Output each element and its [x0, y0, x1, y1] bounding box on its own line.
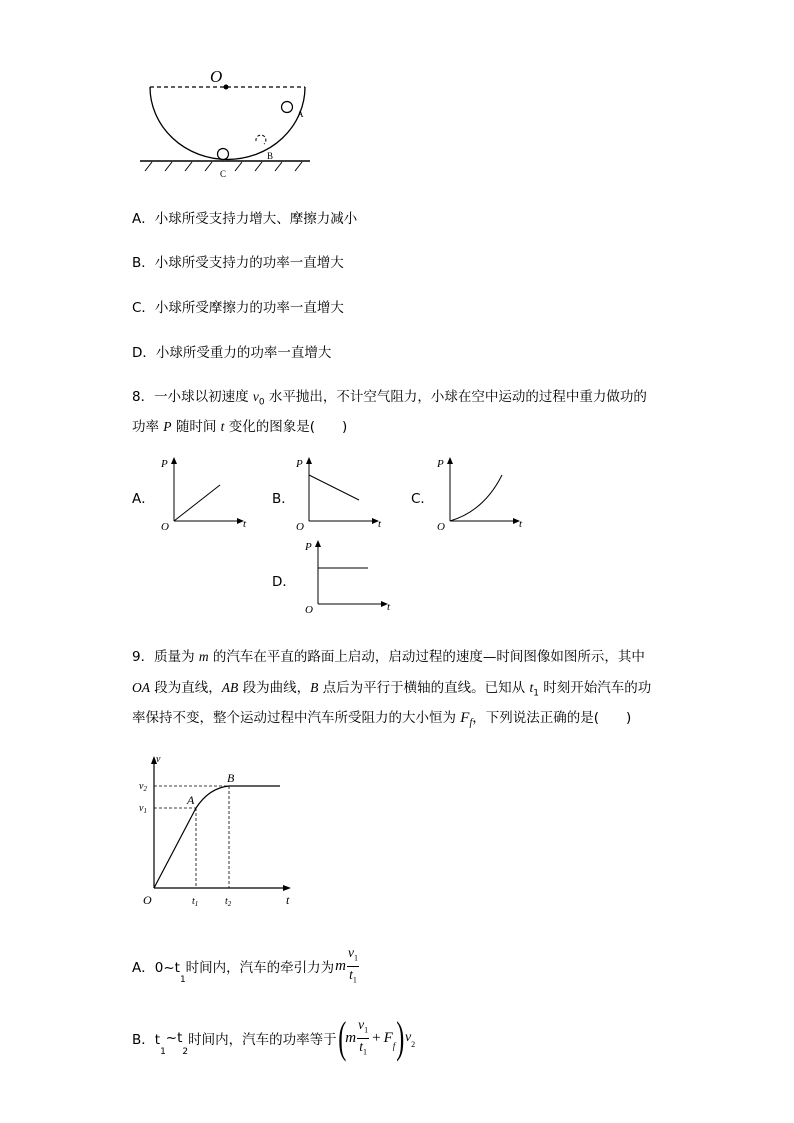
q9-stem-line3: 率保持不变，整个运动过程中汽车所受阻力的大小恒为 $F_f$，下列说法正确的是( ) [132, 710, 632, 729]
ball-at-A [282, 102, 293, 113]
ball-at-C [218, 149, 229, 160]
q9-vt-graph [135, 752, 305, 912]
q8-option-a-label: A． [132, 491, 155, 507]
svg-text:t1: $t_1$ [192, 896, 199, 908]
segment-AB [196, 786, 229, 808]
left-paren: ( [337, 1013, 346, 1063]
bowl-arc [150, 87, 305, 159]
svg-text:v2: $v_2$ [139, 781, 147, 793]
q9-stem-line1: 9．质量为 m 的汽车在平直的路面上启动，启动过程的速度—时间图像如图所示，其中 [132, 649, 645, 665]
svg-text:O: O [296, 521, 304, 533]
svg-text:O: O [161, 521, 169, 533]
svg-text:P: P [296, 458, 303, 470]
q9-option-a: A．0~t $_1$ 时间内，汽车的牵引力为 m $v_1$ $t_1$ [132, 945, 359, 986]
q9a-fraction: $v_1$ $t_1$ [348, 945, 359, 985]
q7-option-c: C．小球所受摩擦力的功率一直增大 [132, 300, 344, 316]
segment-OA [154, 808, 196, 888]
svg-text:O: O [437, 521, 445, 533]
q7-option-b: B．小球所受支持力的功率一直增大 [132, 255, 344, 271]
q9-option-b: B．t $_1$ ~t 2 时间内，汽车的功率等于 ( m $v_1$ $t_1$ + F $_f$ ) v $_2$ [132, 1013, 416, 1063]
q8c-curve [450, 475, 502, 521]
q8-option-b-label: B． [272, 491, 295, 507]
svg-text:A: A [187, 793, 195, 807]
svg-text:t: t [286, 893, 290, 907]
bowl-figure [130, 60, 320, 185]
q8b-curve [309, 475, 359, 500]
q8-stem-line2: 功率 P 随时间 t 变化的图象是( ) [132, 419, 348, 435]
q8-stem-line1: 8．一小球以初速度 $v_0$ 水平抛出，不计空气阻力，小球在空中运动的过程中重力做功的 [132, 389, 647, 408]
svg-text:P: P [161, 458, 168, 470]
label-C: C [220, 169, 227, 179]
right-paren: ) [396, 1013, 405, 1063]
label-O: O [210, 67, 223, 86]
q9-stem-line2: OA 段为直线，AB 段为曲线，B 点后为平行于横轴的直线。已知从 $t_1$ 时刻开始汽车的功 [132, 680, 652, 699]
q7-option-a: A．小球所受支持力增大、摩擦力减小 [132, 211, 358, 227]
svg-text:P: P [437, 458, 444, 470]
q8a-curve [174, 485, 220, 521]
svg-text:B: B [227, 771, 235, 785]
svg-text:t2: $t_2$ [225, 896, 232, 908]
q8-graph-d [302, 538, 397, 616]
svg-text:O: O [305, 604, 313, 616]
svg-text:t: t [519, 518, 523, 530]
svg-text:t: t [387, 601, 391, 613]
q8-graph-a [158, 455, 253, 533]
q8-graph-c [434, 455, 534, 533]
q8-option-d-label: D． [272, 574, 296, 590]
q8-graph-b [293, 455, 388, 533]
svg-text:v: v [156, 754, 161, 765]
svg-text:O: O [143, 893, 152, 907]
label-A: A [297, 109, 304, 119]
q9b-fraction: $v_1$ $t_1$ [358, 1017, 369, 1057]
svg-text:t: t [378, 518, 382, 530]
q8-option-c-label: C． [411, 491, 434, 507]
center-point-O [224, 85, 229, 90]
svg-text:P: P [305, 541, 312, 553]
q7-option-d: D．小球所受重力的功率一直增大 [132, 345, 332, 361]
ball-at-B-dashed [256, 135, 266, 144]
svg-text:v1: $v_1$ [139, 803, 147, 815]
label-B: B [267, 151, 274, 161]
svg-text:t: t [243, 518, 247, 530]
